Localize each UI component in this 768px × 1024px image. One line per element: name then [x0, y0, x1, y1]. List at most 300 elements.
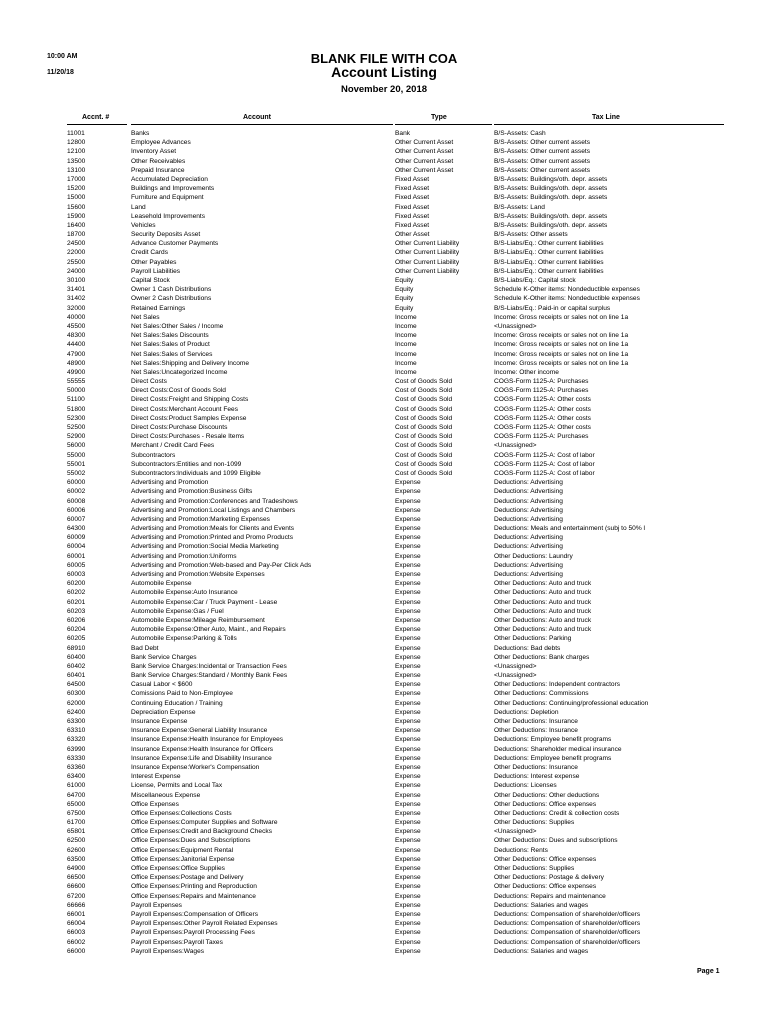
account-type: Expense [395, 653, 421, 661]
account-name: Direct Costs [131, 378, 167, 386]
account-number: 24500 [67, 240, 86, 248]
account-name: Security Deposits Asset [131, 231, 201, 239]
table-row [0, 322, 768, 331]
table-row [0, 570, 768, 579]
account-number: 40000 [67, 313, 86, 321]
account-number: 13100 [67, 166, 86, 174]
account-number: 18700 [67, 231, 86, 239]
account-number: 66600 [67, 883, 86, 891]
table-row [0, 193, 768, 202]
account-name: Credit Cards [131, 249, 169, 257]
table-row [0, 901, 768, 910]
account-number: 63360 [67, 763, 86, 771]
tax-line: B/S-Assets: Other current assets [494, 157, 591, 165]
header-underline [395, 124, 492, 125]
tax-line: Deductions: Advertising [494, 561, 563, 569]
account-number: 63330 [67, 754, 86, 762]
account-type: Income [395, 332, 417, 340]
table-row [0, 203, 768, 212]
account-number: 51100 [67, 396, 85, 404]
account-type: Other Current Asset [395, 148, 454, 156]
account-number: 63400 [67, 773, 86, 781]
company-name: BLANK FILE WITH COA [310, 51, 458, 66]
account-name: Subcontractors:Entities and non-1099 [131, 460, 242, 468]
account-type: Equity [395, 277, 414, 284]
table-row [0, 607, 768, 616]
table-row [0, 515, 768, 524]
account-number: 24000 [67, 267, 86, 275]
account-name: Insurance Expense:Worker's Compensation [131, 763, 260, 771]
account-type: Expense [395, 699, 421, 707]
table-row [0, 864, 768, 873]
tax-line: Schedule K-Other items: Nondeductible expenses [494, 286, 640, 294]
account-number: 12800 [67, 139, 86, 147]
account-number: 22000 [67, 249, 86, 257]
tax-line: Deductions: Advertising [494, 571, 563, 578]
account-type: Expense [395, 883, 421, 891]
account-number: 60007 [67, 515, 86, 523]
account-type: Expense [395, 727, 421, 735]
table-row [0, 359, 768, 368]
account-type: Expense [395, 947, 421, 955]
table-row [0, 432, 768, 441]
account-name: Office Expenses:Credit and Background Checks [131, 828, 272, 836]
tax-line: COGS-Form 1125-A: Other costs [494, 396, 591, 404]
tax-line: Other Deductions: Continuing/professional education [494, 699, 649, 707]
tax-line: Deductions: Advertising [494, 515, 563, 523]
tax-line: COGS-Form 1125-A: Purchases [494, 378, 589, 386]
tax-line: Deductions: Employee benefit programs [494, 754, 612, 762]
account-name: Inventory Asset [131, 148, 177, 156]
table-row [0, 451, 768, 460]
account-name: Net Sales:Uncategorized Income [131, 368, 228, 376]
table-row [0, 386, 768, 395]
account-name: Net Sales:Sales of Product [131, 341, 210, 349]
tax-line: Other Deductions: Insurance [494, 718, 578, 725]
tax-line: Deductions: Advertising [494, 488, 563, 496]
table-row [0, 294, 768, 303]
tax-line: Other Deductions: Postage & delivery [494, 874, 604, 882]
tax-line: Deductions: Advertising [494, 497, 563, 505]
tax-line: Income: Other income [494, 368, 559, 376]
account-number: 48300 [67, 332, 86, 340]
account-number: 63320 [67, 736, 86, 744]
table-row [0, 157, 768, 166]
account-type: Expense [395, 672, 421, 680]
account-number: 56000 [67, 442, 86, 450]
table-row [0, 735, 768, 744]
account-number: 55002 [67, 469, 86, 477]
column-header-account: Account [243, 114, 271, 121]
account-number: 51800 [67, 405, 86, 413]
table-row [0, 717, 768, 726]
account-number: 62500 [67, 837, 86, 845]
tax-line: Other Deductions: Auto and truck [494, 598, 592, 606]
account-name: Office Expenses:Collections Costs [131, 809, 232, 817]
account-name: Employee Advances [131, 139, 191, 147]
account-type: Expense [395, 488, 421, 496]
table-row [0, 598, 768, 607]
table-row [0, 873, 768, 882]
account-table [0, 129, 768, 956]
account-type: Income [395, 350, 417, 358]
account-number: 60205 [67, 635, 86, 643]
report-title: Account Listing [331, 64, 437, 80]
account-number: 60401 [67, 672, 86, 680]
account-number: 68910 [67, 644, 86, 652]
table-row [0, 350, 768, 359]
account-type: Expense [395, 920, 421, 928]
account-name: Insurance Expense:Life and Disability Insurance [131, 754, 272, 762]
tax-line: <Unassigned> [494, 322, 537, 330]
table-row [0, 947, 768, 956]
account-number: 52300 [67, 414, 86, 422]
account-type: Income [395, 313, 417, 321]
tax-line: COGS-Form 1125-A: Cost of labor [494, 460, 595, 468]
account-name: Land [131, 203, 146, 211]
tax-line: Deductions: Employee benefit programs [494, 736, 612, 744]
tax-line: COGS-Form 1125-A: Cost of labor [494, 469, 595, 477]
tax-line: Other Deductions: Other deductions [494, 791, 600, 799]
tax-line: Deductions: Advertising [494, 534, 563, 542]
account-name: Direct Costs:Freight and Shipping Costs [131, 396, 249, 404]
tax-line: B/S-Assets: Other current assets [494, 139, 591, 147]
account-name: Vehicles [131, 221, 156, 229]
account-type: Other Current Liability [395, 267, 460, 275]
table-row [0, 726, 768, 735]
table-row [0, 561, 768, 570]
account-number: 65000 [67, 800, 86, 808]
table-row [0, 616, 768, 625]
account-name: Payroll Expenses:Payroll Processing Fees [131, 929, 255, 937]
table-row [0, 680, 768, 689]
table-row [0, 836, 768, 845]
tax-line: Other Deductions: Independent contractors [494, 681, 621, 689]
table-row [0, 800, 768, 809]
table-row [0, 147, 768, 156]
account-name: Subcontractors:Individuals and 1099 Eligible [131, 469, 261, 477]
account-number: 67200 [67, 892, 86, 900]
account-number: 62000 [67, 699, 86, 707]
account-type: Expense [395, 809, 421, 817]
account-type: Expense [395, 800, 421, 808]
account-number: 13500 [67, 157, 86, 165]
account-number: 66000 [67, 947, 86, 955]
account-name: Direct Costs:Product Samples Expense [131, 414, 247, 422]
tax-line: Deductions: Bad debts [494, 644, 561, 652]
account-type: Expense [395, 773, 421, 781]
tax-line: Income: Gross receipts or sales not on line 1a [494, 359, 629, 367]
table-row [0, 129, 768, 138]
account-type: Expense [395, 837, 421, 845]
table-row [0, 423, 768, 432]
account-name: Capital Stock [131, 277, 170, 284]
account-number: 50000 [67, 387, 86, 395]
tax-line: Income: Gross receipts or sales not on line 1a [494, 341, 629, 349]
tax-line: B/S-Assets: Other assets [494, 231, 568, 239]
account-name: Leasehold Improvements [131, 212, 206, 220]
tax-line: Other Deductions: Commissions [494, 690, 589, 698]
account-name: Insurance Expense:Health Insurance for Employees [131, 736, 284, 744]
account-number: 60000 [67, 479, 86, 487]
table-row [0, 267, 768, 276]
account-number: 52900 [67, 433, 86, 441]
tax-line: Deductions: Compensation of shareholder/officers [494, 920, 641, 928]
table-row [0, 542, 768, 551]
tax-line: COGS-Form 1125-A: Other costs [494, 414, 591, 422]
account-number: 31402 [67, 295, 86, 303]
table-row [0, 552, 768, 561]
account-number: 61700 [67, 819, 86, 827]
table-row [0, 478, 768, 487]
table-row [0, 221, 768, 230]
table-row [0, 175, 768, 184]
account-type: Expense [395, 571, 421, 578]
account-number: 65801 [67, 828, 86, 836]
account-type: Cost of Goods Sold [395, 460, 453, 468]
account-number: 67500 [67, 809, 86, 817]
account-name: Retained Earnings [131, 304, 186, 312]
account-name: Advertising and Promotion:Web-based and Pay-Per Click Ads [131, 561, 312, 569]
tax-line: B/S-Assets: Land [494, 203, 545, 211]
table-row [0, 441, 768, 450]
account-type: Expense [395, 598, 421, 606]
account-type: Fixed Asset [395, 185, 430, 193]
account-number: 66003 [67, 929, 86, 937]
account-type: Fixed Asset [395, 212, 430, 220]
account-type: Bank [395, 130, 411, 137]
table-row [0, 405, 768, 414]
account-type: Expense [395, 828, 421, 836]
account-name: Office Expenses:Janitorial Expense [131, 855, 235, 863]
account-name: Payroll Expenses:Wages [131, 947, 205, 955]
account-type: Income [395, 368, 417, 376]
tax-line: Schedule K-Other items: Nondeductible expenses [494, 295, 640, 303]
account-type: Expense [395, 754, 421, 762]
account-number: 61000 [67, 782, 86, 790]
account-type: Income [395, 322, 417, 330]
report-date: 11/20/18 [47, 69, 74, 76]
account-name: Insurance Expense:General Liability Insurance [131, 727, 268, 735]
account-number: 15900 [67, 212, 86, 220]
table-row [0, 579, 768, 588]
table-row [0, 846, 768, 855]
account-number: 60202 [67, 589, 86, 597]
table-row [0, 818, 768, 827]
account-number: 60009 [67, 534, 86, 542]
tax-line: Other Deductions: Bank charges [494, 653, 590, 661]
account-name: Net Sales:Shipping and Delivery Income [131, 359, 250, 367]
account-name: License, Permits and Local Tax [131, 782, 223, 790]
table-row [0, 754, 768, 763]
account-number: 60300 [67, 690, 86, 698]
tax-line: Deductions: Salaries and wages [494, 901, 589, 909]
table-row [0, 781, 768, 790]
account-type: Fixed Asset [395, 194, 430, 202]
tax-line: Other Deductions: Dues and subscriptions [494, 837, 618, 845]
table-row [0, 699, 768, 708]
tax-line: Deductions: Salaries and wages [494, 947, 589, 955]
account-name: Office Expenses:Office Supplies [131, 865, 225, 872]
account-type: Expense [395, 543, 421, 551]
account-name: Furniture and Equipment [131, 194, 204, 202]
table-row [0, 588, 768, 597]
table-row [0, 763, 768, 772]
account-type: Expense [395, 901, 421, 909]
header-underline [494, 124, 724, 125]
account-number: 62600 [67, 846, 86, 854]
tax-line: Deductions: Interest expense [494, 773, 580, 781]
account-name: Other Payables [131, 258, 177, 266]
account-type: Expense [395, 497, 421, 505]
table-row [0, 497, 768, 506]
account-name: Bank Service Charges:Incidental or Transaction Fees [131, 662, 287, 670]
table-row [0, 230, 768, 239]
account-type: Expense [395, 892, 421, 900]
tax-line: COGS-Form 1125-A: Cost of labor [494, 451, 595, 459]
tax-line: B/S-Assets: Buildings/oth. depr. assets [494, 185, 608, 193]
account-name: Bank Service Charges [131, 653, 197, 661]
account-number: 47900 [67, 350, 86, 358]
account-type: Cost of Goods Sold [395, 442, 453, 450]
account-name: Net Sales:Other Sales / Income [131, 322, 224, 330]
account-name: Depreciation Expense [131, 708, 196, 716]
tax-line: Other Deductions: Laundry [494, 552, 573, 560]
table-row [0, 469, 768, 478]
tax-line: Deductions: Shareholder medical insurance [494, 745, 622, 753]
account-type: Cost of Goods Sold [395, 378, 453, 386]
account-type: Equity [395, 304, 414, 312]
tax-line: Other Deductions: Supplies [494, 865, 575, 872]
tax-line: Income: Gross receipts or sales not on line 1a [494, 313, 629, 321]
table-row [0, 460, 768, 469]
account-number: 63990 [67, 745, 86, 753]
account-name: Net Sales:Sales Discounts [131, 332, 209, 340]
tax-line: COGS-Form 1125-A: Other costs [494, 424, 591, 431]
table-row [0, 772, 768, 781]
table-row [0, 166, 768, 175]
tax-line: <Unassigned> [494, 828, 537, 836]
account-name: Office Expenses:Postage and Delivery [131, 874, 244, 882]
tax-line: Other Deductions: Auto and truck [494, 616, 592, 624]
account-number: 63300 [67, 718, 86, 725]
account-type: Equity [395, 286, 414, 294]
tax-line: B/S-Assets: Buildings/oth. depr. assets [494, 212, 608, 220]
account-name: Automobile Expense:Gas / Fuel [131, 607, 224, 615]
tax-line: B/S-Assets: Buildings/oth. depr. assets [494, 194, 608, 202]
account-type: Fixed Asset [395, 175, 430, 183]
tax-line: <Unassigned> [494, 672, 537, 680]
account-type: Expense [395, 763, 421, 771]
account-number: 60008 [67, 497, 86, 505]
account-name: Direct Costs:Merchant Account Fees [131, 405, 239, 413]
page-number: Page 1 [697, 968, 720, 975]
account-number: 62400 [67, 708, 86, 716]
account-type: Fixed Asset [395, 203, 430, 211]
account-type: Expense [395, 874, 421, 882]
account-number: 15000 [67, 194, 86, 202]
table-row [0, 239, 768, 248]
table-row [0, 928, 768, 937]
account-name: Advertising and Promotion:Website Expenses [131, 571, 265, 578]
account-name: Advertising and Promotion:Local Listings and Chambers [131, 506, 296, 514]
account-name: Payroll Expenses:Payroll Taxes [131, 938, 223, 946]
account-name: Casual Labor < $600 [131, 681, 193, 689]
account-type: Cost of Goods Sold [395, 396, 453, 404]
tax-line: B/S-Liabs/Eq.: Other current liabilities [494, 258, 604, 266]
account-name: Owner 2 Cash Distributions [131, 295, 212, 303]
table-row [0, 212, 768, 221]
tax-line: COGS-Form 1125-A: Purchases [494, 387, 589, 395]
account-type: Cost of Goods Sold [395, 451, 453, 459]
table-row [0, 533, 768, 542]
account-name: Prepaid Insurance [131, 166, 185, 174]
account-type: Expense [395, 635, 421, 643]
account-number: 60002 [67, 488, 86, 496]
account-type: Expense [395, 561, 421, 569]
account-number: 60402 [67, 662, 86, 670]
table-row [0, 644, 768, 653]
tax-line: B/S-Assets: Cash [494, 130, 546, 137]
account-number: 32000 [67, 304, 86, 312]
account-number: 55555 [67, 378, 86, 386]
table-row [0, 524, 768, 533]
table-row [0, 285, 768, 294]
tax-line: Other Deductions: Credit & collection costs [494, 809, 620, 817]
account-type: Expense [395, 736, 421, 744]
account-type: Cost of Goods Sold [395, 405, 453, 413]
tax-line: Deductions: Compensation of shareholder/officers [494, 910, 641, 918]
account-type: Income [395, 359, 417, 367]
tax-line: Deductions: Compensation of shareholder/officers [494, 929, 641, 937]
account-type: Cost of Goods Sold [395, 433, 453, 441]
table-row [0, 313, 768, 322]
account-name: Miscellaneous Expense [131, 791, 201, 799]
account-name: Office Expenses [131, 800, 179, 808]
tax-line: Other Deductions: Insurance [494, 727, 578, 735]
header-underline [131, 124, 393, 125]
account-type: Expense [395, 644, 421, 652]
account-type: Expense [395, 589, 421, 597]
account-type: Expense [395, 782, 421, 790]
table-row [0, 138, 768, 147]
table-row [0, 855, 768, 864]
account-number: 66500 [67, 874, 86, 882]
report-subtitle: November 20, 2018 [340, 84, 428, 95]
table-row [0, 506, 768, 515]
tax-line: Income: Gross receipts or sales not on line 1a [494, 350, 629, 358]
account-type: Expense [395, 616, 421, 624]
table-row [0, 276, 768, 285]
account-type: Other Current Asset [395, 139, 454, 147]
account-name: Automobile Expense:Car / Truck Payment - Lease [131, 598, 278, 606]
table-row [0, 331, 768, 340]
tax-line: Other Deductions: Supplies [494, 819, 575, 827]
table-row [0, 634, 768, 643]
account-type: Expense [395, 708, 421, 716]
account-name: Bank Service Charges:Standard / Monthly Bank Fees [131, 672, 288, 680]
tax-line: Other Deductions: Auto and truck [494, 626, 592, 634]
report-time: 10:00 AM [47, 53, 78, 60]
account-name: Payroll Liabilities [131, 267, 181, 275]
account-name: Bad Debt [131, 644, 159, 652]
account-type: Expense [395, 745, 421, 753]
table-row [0, 919, 768, 928]
account-name: Office Expenses:Computer Supplies and Software [131, 819, 278, 827]
account-name: Insurance Expense:Health Insurance for Officers [131, 745, 274, 753]
account-number: 60400 [67, 653, 86, 661]
account-type: Fixed Asset [395, 221, 430, 229]
